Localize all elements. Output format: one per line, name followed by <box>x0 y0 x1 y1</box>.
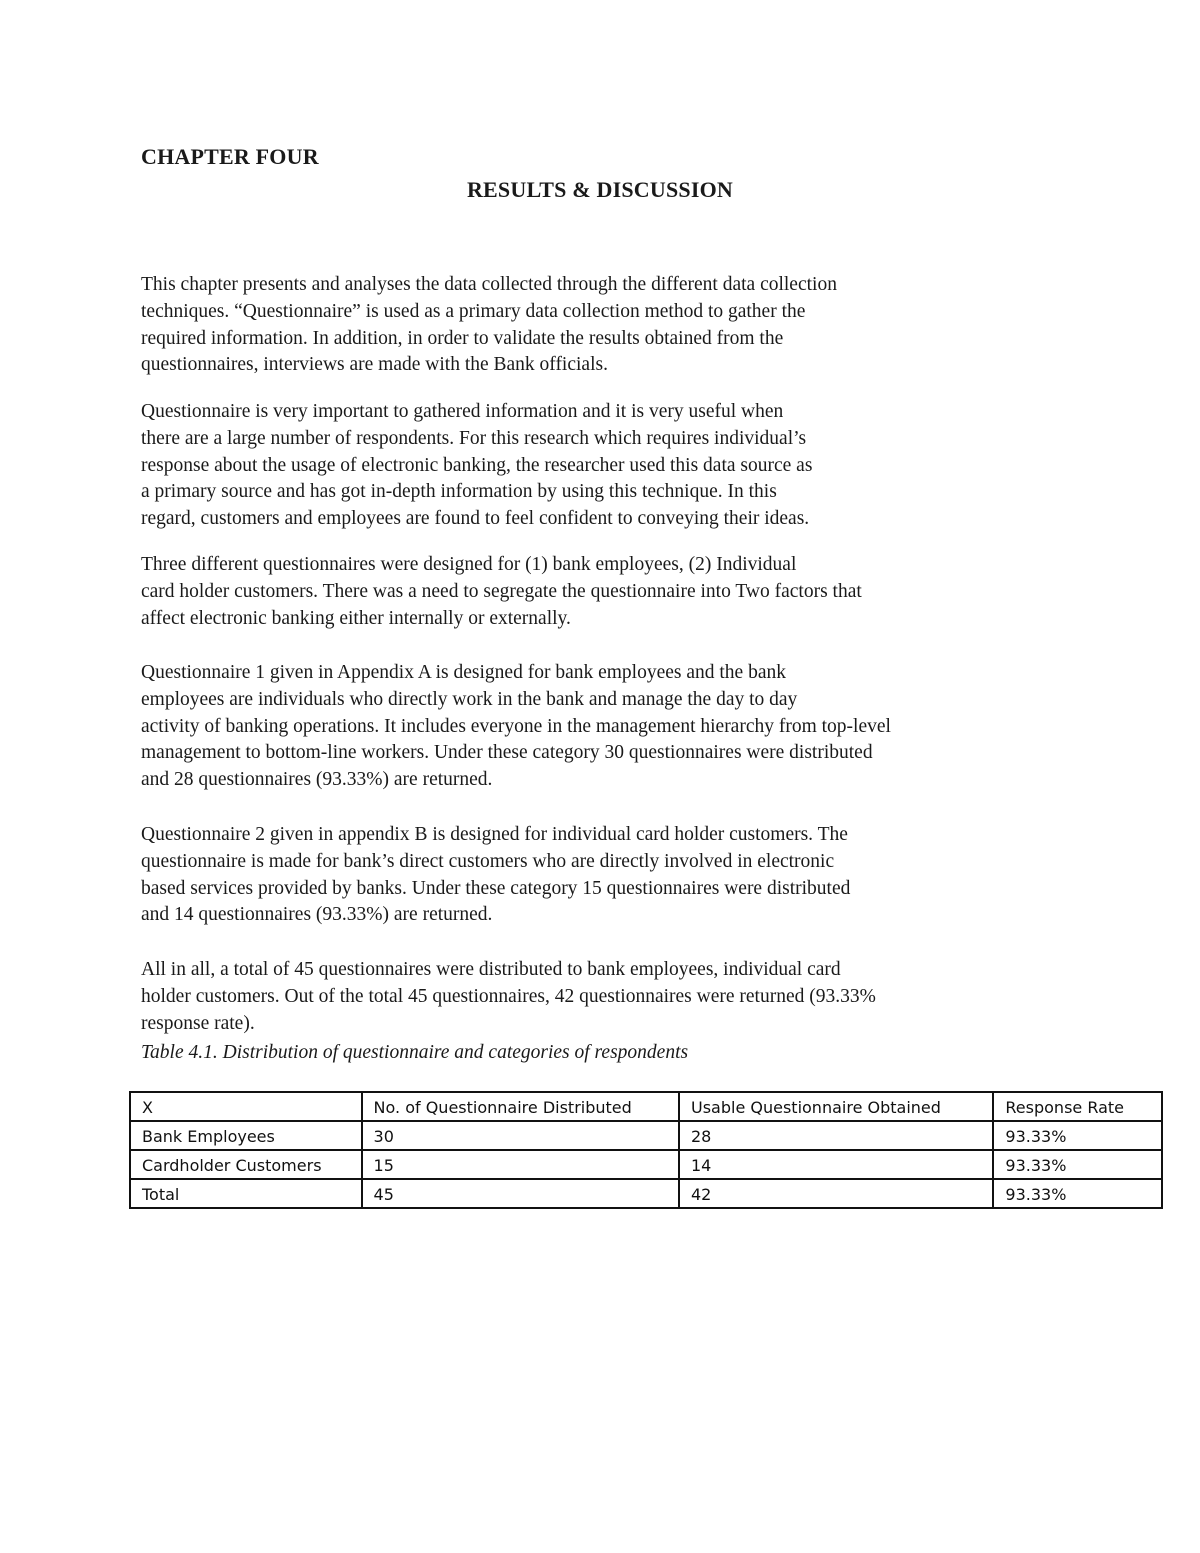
text-line: and 14 questionnaires (93.33%) are returned. <box>141 904 493 926</box>
text-line: a primary source and has got in-depth information by using this technique. In this <box>141 481 777 503</box>
table-cell: 93.33% <box>993 1150 1162 1179</box>
text-line: holder customers. Out of the total 45 questionnaires, 42 questionnaires were returned (93.33% <box>141 985 876 1007</box>
distribution-table <box>129 1091 1163 1209</box>
table-cell: 45 <box>362 1179 679 1208</box>
text-line: management to bottom-line workers. Under these category 30 questionnaires were distributed <box>141 742 873 764</box>
text-line: All in all, a total of 45 questionnaires were distributed to bank employees, individual card <box>141 959 841 980</box>
text-line: response rate). <box>141 1012 255 1034</box>
table-header-row <box>130 1092 1162 1121</box>
paragraph-questionnaire-1 <box>141 660 1061 794</box>
text-line: questionnaire is made for bank’s direct customers who are directly involved in electronic <box>141 850 835 872</box>
table-header-cell: X <box>130 1092 362 1121</box>
text-line: activity of banking operations. It includes everyone in the management hierarchy from top-level <box>141 715 891 737</box>
text-line: and 28 questionnaires (93.33%) are returned. <box>141 769 493 791</box>
table-cell: 93.33% <box>993 1179 1162 1208</box>
text-line: Questionnaire is very important to gathered information and it is very useful when <box>141 401 784 422</box>
text-line: techniques. “Questionnaire” is used as a primary data collection method to gather the <box>141 300 806 322</box>
table-cell: 28 <box>679 1121 993 1150</box>
text-line: Questionnaire 1 given in Appendix A is designed for bank employees and the bank <box>141 662 786 683</box>
text-line: questionnaires, interviews are made with the Bank officials. <box>141 354 608 376</box>
text-line: affect electronic banking either internally or externally. <box>141 607 571 629</box>
table-cell: 42 <box>679 1179 993 1208</box>
text-line: response about the usage of electronic banking, the researcher used this data source as <box>141 454 813 476</box>
table-header-cell: Usable Questionnaire Obtained <box>679 1092 993 1121</box>
table-cell: Cardholder Customers <box>130 1150 362 1179</box>
table-header-cell: Response Rate <box>993 1092 1162 1121</box>
table-cell: Bank Employees <box>130 1121 362 1150</box>
table-cell: 14 <box>679 1150 993 1179</box>
text-line: Questionnaire 2 given in appendix B is designed for individual card holder customers. The <box>141 824 848 845</box>
paragraph-questionnaire-design <box>141 552 1061 632</box>
table-cell: Total <box>130 1179 362 1208</box>
table-header-cell: No. of Questionnaire Distributed <box>362 1092 679 1121</box>
text-line: required information. In addition, in order to validate the results obtained from the <box>141 327 784 349</box>
chapter-label: CHAPTER FOUR <box>141 144 319 169</box>
text-line: This chapter presents and analyses the data collected through the different data collection <box>141 274 837 295</box>
text-line: Three different questionnaires were designed for (1) bank employees, (2) Individual <box>141 554 797 575</box>
paragraph-questionnaire-2 <box>141 822 1061 929</box>
table-row <box>130 1150 1162 1179</box>
paragraph-questionnaire-importance <box>141 399 1061 533</box>
text-line: based services provided by banks. Under these category 15 questionnaires were distributed <box>141 877 851 899</box>
table-cell: 30 <box>362 1121 679 1150</box>
chapter-title: RESULTS & DISCUSSION <box>466 177 734 202</box>
text-line: card holder customers. There was a need to segregate the questionnaire into Two factors that <box>141 580 862 602</box>
text-line: regard, customers and employees are found to feel confident to conveying their ideas. <box>141 508 810 530</box>
text-line: there are a large number of respondents. For this research which requires individual’s <box>141 427 807 449</box>
paragraph-intro <box>141 272 1061 379</box>
text-line: employees are individuals who directly work in the bank and manage the day to day <box>141 688 798 710</box>
table-cell: 15 <box>362 1150 679 1179</box>
table-cell: 93.33% <box>993 1121 1162 1150</box>
table-row <box>130 1121 1162 1150</box>
paragraph-summary <box>141 957 1061 1037</box>
table-row <box>130 1179 1162 1208</box>
table-caption: Table 4.1. Distribution of questionnaire and categories of respondents <box>141 1042 689 1063</box>
